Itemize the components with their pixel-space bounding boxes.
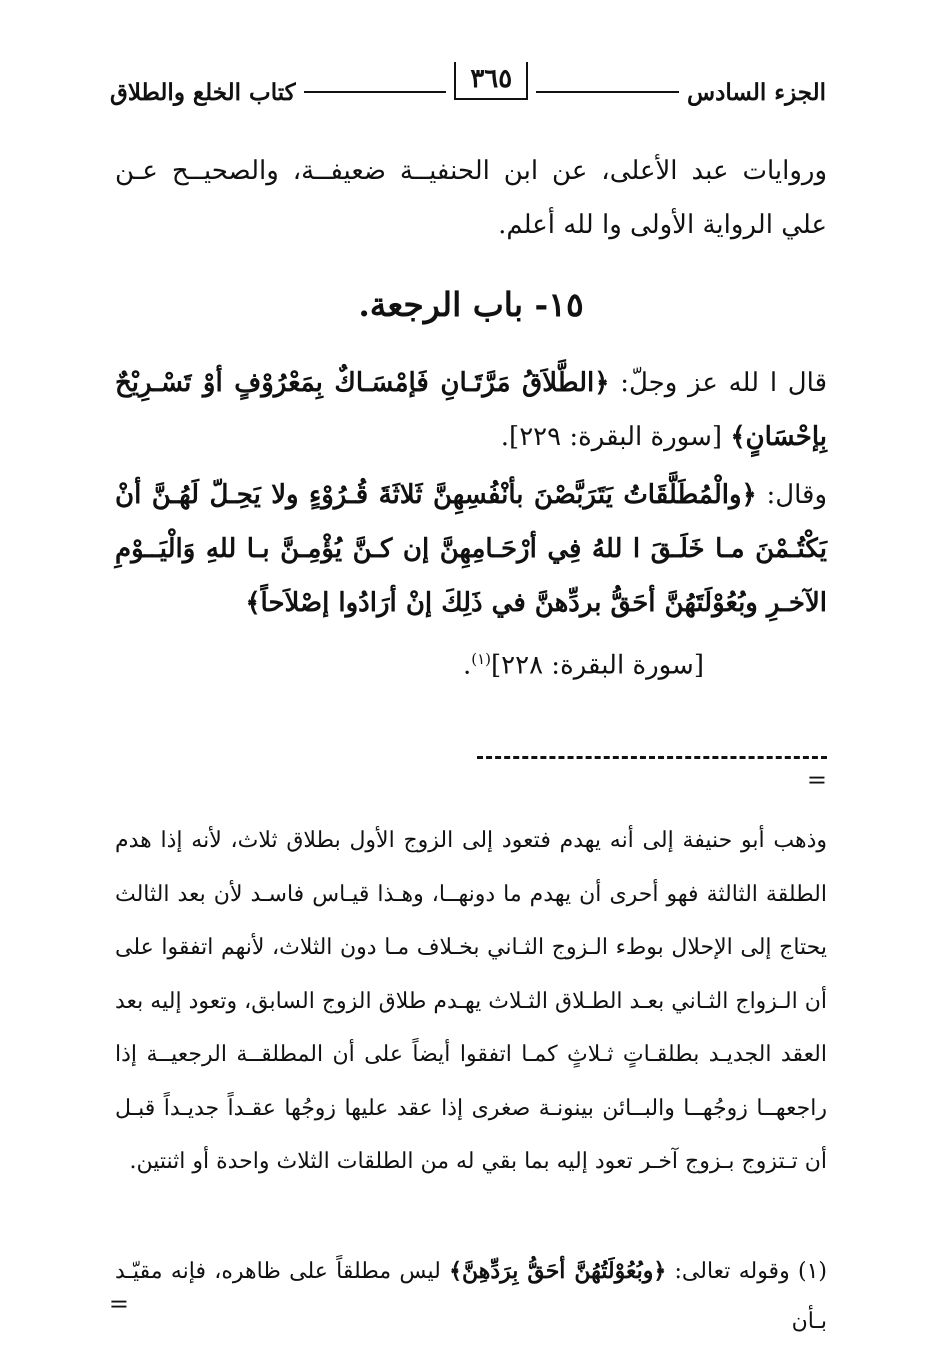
quote-1-verse: ﴿الطَّلاَقُ مَرَّتَـانِ فَإمْسَـاكٌ بِمَعْرُوْفٍ أوْ تَسْـرِيْحٌ بِإحْسَانٍ﴾ bbox=[115, 368, 827, 452]
quote-2-ref: [سورة البقرة: ٢٢٨] bbox=[490, 650, 704, 681]
header-section: الجزء السادس bbox=[687, 78, 826, 106]
header-rule-right bbox=[536, 91, 679, 93]
footnote-1-verse: ﴿وبُعُوْلَتُهُنَّ أحَقُّ بِرَدِّهِنَّ﴾ bbox=[449, 1258, 667, 1284]
header-book-title: كتاب الخلع والطلاق bbox=[109, 78, 296, 106]
quote-1-prefix: قال ا لله عز وجلّ: bbox=[620, 368, 828, 398]
footnote-1-text: ليس مطلقاً على ظاهره، فإنه مقيّـد بـأن bbox=[115, 1259, 827, 1334]
running-header bbox=[110, 62, 826, 122]
header-rule-left bbox=[304, 91, 447, 93]
continuation-mark-top: = bbox=[806, 766, 827, 794]
page-number: ٣٦٥ bbox=[454, 62, 528, 100]
quote-2-end: . bbox=[462, 650, 472, 681]
footnote-continued: وذهب أبو حنيفة إلى أنه يهدم فتعود إلى الزوج الأول بطلاق ثلاث، لأنه إذا هدم الطلقة الثالثة فهو أحرى أن يهدم ما دونهــا، وهـذا قيـاس فاسـد لأن بعد الثالث يحتاج إلى الإحلال بوطء الـزوج الثـاني بخـلاف مـا دون الثلاث، لأنهم اتفقوا على أن الـزواج الثـاني بعـد الطـلاق الثـلاث يهـدم طلاق الزوج السابق، وتعود إليه بعد العقد الجديـد بطلقـاتٍ ثـلاثٍ كمـا اتفقوا أيضاً على أن المطلقــة الرجعيــة إذا راجعهــا زوجُهــا والبــائن بينونـة صغرى إذا عقد عليها زوجُها عقـداً جديـداً قبـل أن تـتزوج بـزوج آخـر تعود إليه بما بقي له من الطلقات الثلاث واحدة أو اثنتين. bbox=[115, 828, 828, 1174]
quote-2 bbox=[115, 468, 827, 630]
chapter-heading: ١٥- باب الرجعة. bbox=[358, 285, 584, 324]
footnote-1 bbox=[115, 1246, 827, 1347]
footnote-marker: (١) bbox=[471, 650, 491, 668]
intro-paragraph: وروايات عبد الأعلى، عن ابن الحنفيــة ضعيفــة، والصحيــح عـن علي الرواية الأولى وا لله أعلم. bbox=[115, 156, 827, 240]
quote-1-ref: [سورة البقرة: ٢٢٩]. bbox=[500, 422, 723, 452]
separator-dashes bbox=[477, 756, 827, 759]
quote-1 bbox=[115, 356, 827, 464]
quote-2-ref-line bbox=[463, 650, 704, 681]
quote-2-prefix: وقال: bbox=[766, 480, 827, 510]
footnote-1-prefix: وقوله تعالى: bbox=[674, 1259, 790, 1284]
quote-2-verse: ﴿والْمُطَلَّقَاتُ يَتَرَبَّصْنَ بأنْفُسِهِنَّ ثَلاثَةَ قُـرُوْءٍ ولا يَحِـلّ لَهُـنَّ أنْ يَكْتُـمْنَ مـا خَلَـقَ ا للهُ فِي أرْحَـامِهِنَّ إن كـنَّ يُؤْمِـنَّ بـا للهِ وَالْيَــوْمِ الآخـرِ وبُعُوْلَتَهُنَّ أحَقُّ بردِّهنَّ في ذَلِكَ إنْ أرَادُوا إصْلاَحاً﴾ bbox=[115, 480, 827, 618]
continuation-mark-bottom: = bbox=[108, 1290, 129, 1318]
footnote-separator bbox=[115, 756, 827, 796]
footnote-1-marker: (١) bbox=[798, 1259, 828, 1284]
